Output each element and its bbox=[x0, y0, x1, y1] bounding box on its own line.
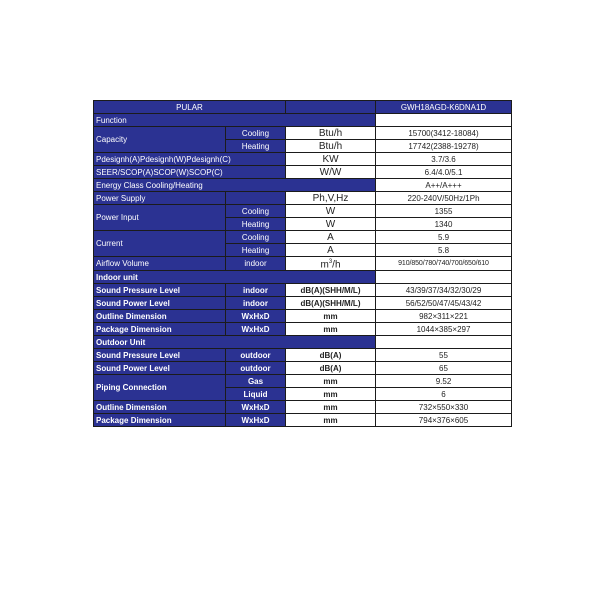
header-model-series: PULAR bbox=[94, 101, 286, 114]
outdoor-piping-gas-sub: Gas bbox=[226, 375, 286, 388]
current-cooling-mode: Cooling bbox=[226, 231, 286, 244]
power-input-cooling-row bbox=[94, 205, 512, 218]
pdesign-row bbox=[94, 153, 512, 166]
seer-unit: W/W bbox=[286, 166, 376, 179]
outdoor-piping-gas-row bbox=[94, 375, 512, 388]
power-input-heating-mode: Heating bbox=[226, 218, 286, 231]
indoor-swl-label: Sound Power Level bbox=[94, 297, 226, 310]
current-cooling-unit: A bbox=[286, 231, 376, 244]
indoor-outline-unit: mm bbox=[286, 310, 376, 323]
outdoor-package-row bbox=[94, 414, 512, 427]
power-supply-sub-blank bbox=[226, 192, 286, 205]
airflow-unit-rest: /h bbox=[332, 259, 341, 271]
power-input-cooling-unit: W bbox=[286, 205, 376, 218]
seer-label: SEER/SCOP(A)SCOP(W)SCOP(C) bbox=[94, 166, 286, 179]
header-blank bbox=[286, 101, 376, 114]
outdoor-piping-gas-value: 9.52 bbox=[376, 375, 512, 388]
energy-class-label: Energy Class Cooling/Heating bbox=[94, 179, 376, 192]
indoor-package-sub: WxHxD bbox=[226, 323, 286, 336]
current-heating-value: 5.8 bbox=[376, 244, 512, 257]
capacity-label: Capacity bbox=[94, 127, 226, 153]
section-function: Function bbox=[94, 114, 376, 127]
airflow-row bbox=[94, 257, 512, 271]
capacity-cooling-unit: Btu/h bbox=[286, 127, 376, 140]
power-input-cooling-mode: Cooling bbox=[226, 205, 286, 218]
capacity-cooling-mode: Cooling bbox=[226, 127, 286, 140]
outdoor-package-value: 794×376×605 bbox=[376, 414, 512, 427]
pdesign-value: 3.7/3.6 bbox=[376, 153, 512, 166]
outdoor-piping-liquid-value: 6 bbox=[376, 388, 512, 401]
power-supply-label: Power Supply bbox=[94, 192, 226, 205]
airflow-label: Airflow Volume bbox=[94, 257, 226, 271]
section-indoor: Indoor unit bbox=[94, 271, 376, 284]
section-outdoor-row bbox=[94, 336, 512, 349]
outdoor-piping-liquid-sub: Liquid bbox=[226, 388, 286, 401]
current-heating-unit: A bbox=[286, 244, 376, 257]
pdesign-label: Pdesignh(A)Pdesignh(W)Pdesignh(C) bbox=[94, 153, 286, 166]
spec-table bbox=[93, 100, 512, 427]
power-supply-unit: Ph,V,Hz bbox=[286, 192, 376, 205]
seer-row bbox=[94, 166, 512, 179]
section-indoor-row bbox=[94, 271, 512, 284]
outdoor-outline-row bbox=[94, 401, 512, 414]
section-outdoor-blank bbox=[376, 336, 512, 349]
pdesign-unit: KW bbox=[286, 153, 376, 166]
capacity-cooling-value: 15700(3412-18084) bbox=[376, 127, 512, 140]
indoor-spl-unit: dB(A)(SHH/M/L) bbox=[286, 284, 376, 297]
outdoor-piping-liquid-unit: mm bbox=[286, 388, 376, 401]
indoor-outline-label: Outline Dimension bbox=[94, 310, 226, 323]
outdoor-swl-value: 65 bbox=[376, 362, 512, 375]
seer-value: 6.4/4.0/5.1 bbox=[376, 166, 512, 179]
outdoor-outline-sub: WxHxD bbox=[226, 401, 286, 414]
indoor-spl-row bbox=[94, 284, 512, 297]
energy-class-row bbox=[94, 179, 512, 192]
power-supply-value: 220-240V/50Hz/1Ph bbox=[376, 192, 512, 205]
power-input-heating-unit: W bbox=[286, 218, 376, 231]
indoor-spl-sub: indoor bbox=[226, 284, 286, 297]
outdoor-spl-unit: dB(A) bbox=[286, 349, 376, 362]
header-row bbox=[94, 101, 512, 114]
header-model-code: GWH18AGD-K6DNA1D bbox=[376, 101, 512, 114]
capacity-heating-mode: Heating bbox=[226, 140, 286, 153]
power-input-cooling-value: 1355 bbox=[376, 205, 512, 218]
indoor-swl-sub: indoor bbox=[226, 297, 286, 310]
outdoor-package-unit: mm bbox=[286, 414, 376, 427]
outdoor-spl-row bbox=[94, 349, 512, 362]
outdoor-swl-sub: outdoor bbox=[226, 362, 286, 375]
outdoor-piping-gas-unit: mm bbox=[286, 375, 376, 388]
outdoor-outline-unit: mm bbox=[286, 401, 376, 414]
capacity-heating-value: 17742(2388-19278) bbox=[376, 140, 512, 153]
airflow-unit-base: m bbox=[320, 259, 329, 271]
outdoor-outline-value: 732×550×330 bbox=[376, 401, 512, 414]
airflow-unit bbox=[286, 257, 376, 271]
outdoor-spl-label: Sound Pressure Level bbox=[94, 349, 226, 362]
indoor-outline-row bbox=[94, 310, 512, 323]
current-cooling-row bbox=[94, 231, 512, 244]
outdoor-swl-row bbox=[94, 362, 512, 375]
outdoor-outline-label: Outline Dimension bbox=[94, 401, 226, 414]
outdoor-package-label: Package Dimension bbox=[94, 414, 226, 427]
airflow-value: 910/850/780/740/700/650/610 bbox=[376, 257, 512, 271]
current-label: Current bbox=[94, 231, 226, 257]
outdoor-piping-label: Piping Connection bbox=[94, 375, 226, 401]
current-cooling-value: 5.9 bbox=[376, 231, 512, 244]
indoor-swl-value: 56/52/50/47/45/43/42 bbox=[376, 297, 512, 310]
section-outdoor: Outdoor Unit bbox=[94, 336, 376, 349]
airflow-unit-sup: 3 bbox=[328, 259, 333, 265]
outdoor-swl-unit: dB(A) bbox=[286, 362, 376, 375]
airflow-sub: indoor bbox=[226, 257, 286, 271]
capacity-heating-unit: Btu/h bbox=[286, 140, 376, 153]
indoor-package-unit: mm bbox=[286, 323, 376, 336]
capacity-cooling-row bbox=[94, 127, 512, 140]
indoor-spl-value: 43/39/37/34/32/30/29 bbox=[376, 284, 512, 297]
outdoor-swl-label: Sound Power Level bbox=[94, 362, 226, 375]
power-supply-row bbox=[94, 192, 512, 205]
current-heating-mode: Heating bbox=[226, 244, 286, 257]
indoor-outline-value: 982×311×221 bbox=[376, 310, 512, 323]
power-input-heating-value: 1340 bbox=[376, 218, 512, 231]
section-indoor-blank bbox=[376, 271, 512, 284]
outdoor-package-sub: WxHxD bbox=[226, 414, 286, 427]
indoor-spl-label: Sound Pressure Level bbox=[94, 284, 226, 297]
indoor-package-label: Package Dimension bbox=[94, 323, 226, 336]
outdoor-spl-value: 55 bbox=[376, 349, 512, 362]
section-function-row bbox=[94, 114, 512, 127]
indoor-swl-unit: dB(A)(SHH/M/L) bbox=[286, 297, 376, 310]
energy-class-value: A++/A+++ bbox=[376, 179, 512, 192]
section-function-blank bbox=[376, 114, 512, 127]
indoor-package-row bbox=[94, 323, 512, 336]
indoor-package-value: 1044×385×297 bbox=[376, 323, 512, 336]
indoor-swl-row bbox=[94, 297, 512, 310]
indoor-outline-sub: WxHxD bbox=[226, 310, 286, 323]
power-input-label: Power Input bbox=[94, 205, 226, 231]
outdoor-spl-sub: outdoor bbox=[226, 349, 286, 362]
